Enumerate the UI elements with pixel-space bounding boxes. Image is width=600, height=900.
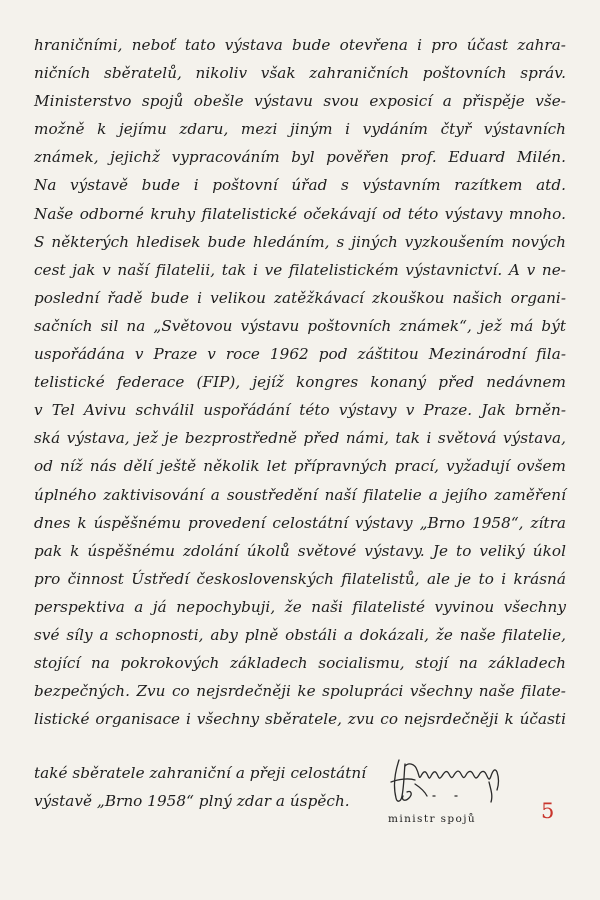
signature-drawing [385,752,515,812]
text-line: také sběratele zahraniční a přeji celostátní [34,764,367,782]
text-line: stojící na pokrokových základech socialismu, stojí na základech [34,654,566,673]
text-line: S některých hledisek bude hledáním, s jiných vyzkoušením nových [34,232,566,251]
page-number: 5 [541,799,555,823]
text-line: ničních sběratelů, nikoliv však zahraničních poštovních správ. [34,64,566,83]
text-line: ská výstava, jež je bezprostředně před námi, tak i světová výstava, [34,429,566,448]
text-line: pak k úspěšnému zdolání úkolů světové výstavy. Je to veliký úkol [34,541,566,560]
text-line: úplného zaktivisování a soustředění naší filatelie a jejího zaměření [34,485,566,504]
closing-text [34,759,366,815]
handwritten-signature [385,752,515,812]
signature-caption: ministr spojů [388,813,477,825]
text-line: možně k jejímu zdaru, mezi jiným i vydáním čtyř výstavních [34,120,566,139]
text-line: listické organisace i všechny sběratele, zvu co nejsrdečněji k účasti [34,710,566,729]
text-line: v Tel Avivu schválil uspořádání této výstavy v Praze. Jak brněn- [34,401,566,420]
text-line: cest jak v naší filatelii, tak i ve filatelistickém výstavnictví. A v ne- [34,260,566,279]
text-line: výstavě „Brno 1958“ plný zdar a úspěch. [34,792,350,811]
text-line: dnes k úspěšnému provedení celostátní výstavy „Brno 1958“, zítra [34,513,566,532]
text-line: od níž nás dělí ještě několik let přípravných prací, vyžadují ovšem [34,457,566,476]
text-line: uspořádána v Praze v roce 1962 pod záštitou Mezinárodní fila- [34,345,566,364]
body-text [34,31,566,733]
text-line: perspektiva a já nepochybuji, že naši filatelisté vyvinou všechny [34,597,566,616]
text-line: známek, jejichž vypracováním byl pověřen prof. Eduard Milén. [34,148,566,167]
text-line: Ministerstvo spojů obešle výstavu svou exposicí a přispěje vše- [34,92,566,111]
text-line: Naše odborné kruhy filatelistické očekávají od této výstavy mnoho. [34,204,566,223]
text-line: bezpečných. Zvu co nejsrdečněji ke spolupráci všechny naše filate- [34,682,566,701]
text-line: sačních sil na „Světovou výstavu poštovních známek“, jež má být [34,316,566,335]
text-line: hraničními, neboť tato výstava bude otevřena i pro účast zahra- [34,36,566,54]
text-line: poslední řadě bude i velikou zatěžkávací zkouškou našich organi- [34,288,566,307]
text-line: své síly a schopnosti, aby plně obstáli a dokázali, že naše filatelie, [34,625,566,644]
text-line: Na výstavě bude i poštovní úřad s výstavním razítkem atd. [34,176,566,195]
text-line: telistické federace (FIP), jejíž kongres konaný před nedávnem [34,373,566,392]
text-line: pro činnost Ústředí československých filatelistů, ale je to i krásná [34,569,566,588]
